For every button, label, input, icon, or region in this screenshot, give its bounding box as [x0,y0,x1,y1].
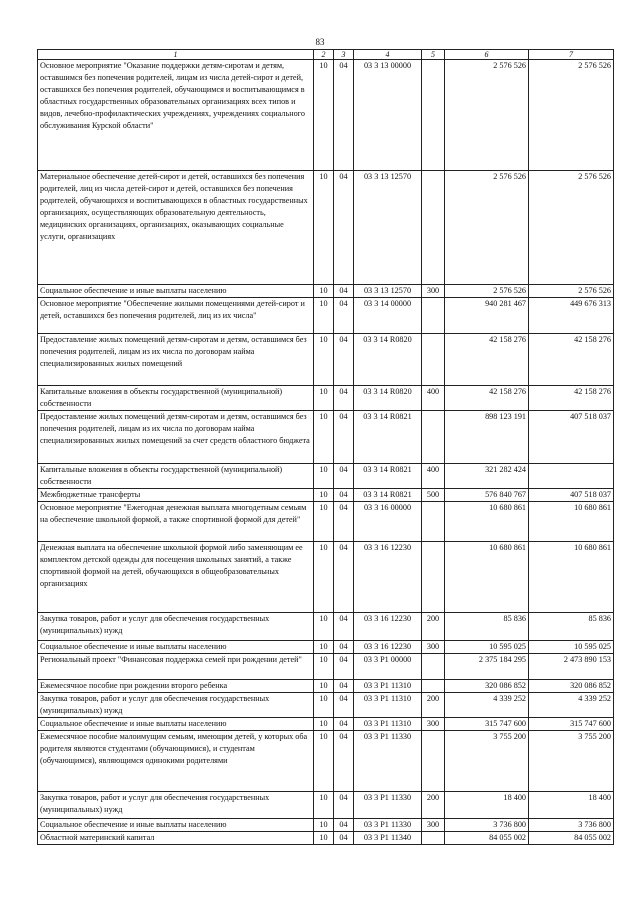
cell-sum1: 320 086 852 [445,680,529,693]
cell-csr: 03 3 14 R0820 [354,334,422,386]
cell-sum2: 18 400 [529,792,614,819]
cell-name: Социальное обеспечение и иные выплаты населению [38,718,314,731]
cell-rz: 10 [314,693,334,718]
table-row [38,386,614,411]
cell-vr: 200 [422,693,445,718]
cell-pr: 04 [334,693,354,718]
cell-sum2: 84 055 002 [529,832,614,845]
column-number: 1 [38,50,314,60]
cell-sum2: 4 339 252 [529,693,614,718]
cell-sum2: 10 595 025 [529,641,614,654]
cell-csr: 03 3 P1 11330 [354,731,422,792]
table-row [38,502,614,542]
cell-rz: 10 [314,298,334,334]
column-number: 4 [354,50,422,60]
cell-pr: 04 [334,654,354,680]
cell-pr: 04 [334,60,354,171]
cell-csr: 03 3 16 12230 [354,542,422,613]
cell-name: Социальное обеспечение и иные выплаты населению [38,641,314,654]
column-number: 3 [334,50,354,60]
cell-pr: 04 [334,489,354,502]
cell-vr [422,411,445,464]
cell-rz: 10 [314,542,334,613]
cell-pr: 04 [334,819,354,832]
cell-csr: 03 3 14 00000 [354,298,422,334]
cell-sum1: 10 680 861 [445,542,529,613]
cell-name: Основное мероприятие "Оказание поддержки детям-сиротам и детям, оставшимся без попечения родителей, лицам из числа детей-сирот и детей, оставшихся без попечения родителей, обучающимся и воспитывающимся в областных государственных образовательных организациях всех типов и видов, лечебно-профилактических учреждениях, учреждениях социального обслуживания Курской области" [38,60,314,171]
cell-sum1: 85 836 [445,613,529,641]
cell-sum1: 4 339 252 [445,693,529,718]
table-row [38,285,614,298]
cell-vr: 400 [422,386,445,411]
table-row [38,298,614,334]
cell-sum1: 18 400 [445,792,529,819]
cell-pr: 04 [334,542,354,613]
cell-pr: 04 [334,792,354,819]
cell-sum1: 321 282 424 [445,464,529,489]
cell-vr [422,832,445,845]
table-row [38,464,614,489]
cell-sum2: 42 158 276 [529,334,614,386]
cell-sum1: 42 158 276 [445,386,529,411]
cell-name: Межбюджетные трансферты [38,489,314,502]
cell-pr: 04 [334,285,354,298]
cell-sum1: 3 755 200 [445,731,529,792]
cell-name: Закупка товаров, работ и услуг для обеспечения государственных (муниципальных) нужд [38,693,314,718]
table-row [38,411,614,464]
cell-rz: 10 [314,718,334,731]
cell-sum2: 449 676 313 [529,298,614,334]
cell-pr: 04 [334,832,354,845]
column-number: 2 [314,50,334,60]
cell-name: Закупка товаров, работ и услуг для обеспечения государственных (муниципальных) нужд [38,613,314,641]
cell-pr: 04 [334,680,354,693]
cell-name: Социальное обеспечение и иные выплаты населению [38,285,314,298]
cell-sum1: 576 840 767 [445,489,529,502]
cell-pr: 04 [334,502,354,542]
cell-name: Региональный проект "Финансовая поддержка семей при рождении детей" [38,654,314,680]
column-number-row [38,50,614,60]
cell-sum2: 320 086 852 [529,680,614,693]
cell-csr: 03 3 P1 11310 [354,693,422,718]
cell-sum2: 2 473 890 153 [529,654,614,680]
cell-name: Основное мероприятие "Ежегодная денежная выплата многодетным семьям на обеспечение школьной формой, а также спортивной формой для детей" [38,502,314,542]
cell-csr: 03 3 16 00000 [354,502,422,542]
cell-sum1: 42 158 276 [445,334,529,386]
table-row [38,60,614,171]
cell-csr: 03 3 P1 11330 [354,819,422,832]
cell-sum2: 10 680 861 [529,502,614,542]
cell-sum2: 407 518 037 [529,411,614,464]
table-row [38,641,614,654]
cell-csr: 03 3 14 R0820 [354,386,422,411]
cell-csr: 03 3 16 12230 [354,613,422,641]
table-row [38,718,614,731]
cell-rz: 10 [314,386,334,411]
cell-csr: 03 3 14 R0821 [354,489,422,502]
cell-pr: 04 [334,411,354,464]
cell-vr [422,334,445,386]
cell-vr [422,654,445,680]
cell-vr: 500 [422,489,445,502]
cell-sum2: 10 680 861 [529,542,614,613]
cell-vr: 200 [422,613,445,641]
table-row [38,654,614,680]
cell-name: Социальное обеспечение и иные выплаты населению [38,819,314,832]
cell-pr: 04 [334,171,354,285]
cell-pr: 04 [334,334,354,386]
cell-vr [422,731,445,792]
cell-csr: 03 3 16 12230 [354,641,422,654]
cell-sum1: 10 680 861 [445,502,529,542]
cell-name: Капитальные вложения в объекты государственной (муниципальной) собственности [38,464,314,489]
cell-rz: 10 [314,654,334,680]
table-row [38,334,614,386]
cell-sum2: 2 576 526 [529,60,614,171]
cell-rz: 10 [314,792,334,819]
cell-sum1: 2 375 184 295 [445,654,529,680]
cell-sum1: 3 736 800 [445,819,529,832]
cell-name: Материальное обеспечение детей-сирот и детей, оставшихся без попечения родителей, лиц из числа детей-сирот и детей, оставшихся без попечения родителей, обучающихся и воспитывающихся в областных государственных организациях, осуществляющих образовательную деятельность, медицинских организациях, организациях, оказывающих социальные услуги, организациях [38,171,314,285]
cell-name: Предоставление жилых помещений детям-сиротам и детям, оставшимся без попечения родителей, лицам из их числа по договорам найма специализированных жилых помещений за счет средств областного бюджета [38,411,314,464]
cell-sum1: 315 747 600 [445,718,529,731]
cell-sum2: 42 158 276 [529,386,614,411]
table-row [38,613,614,641]
cell-name: Ежемесячное пособие малоимущим семьям, имеющим детей, у которых оба родителя являются студентами (обучающимися), и студентам (обучающимся), являющимся одинокими родителями [38,731,314,792]
cell-csr: 03 3 13 00000 [354,60,422,171]
cell-name: Закупка товаров, работ и услуг для обеспечения государственных (муниципальных) нужд [38,792,314,819]
cell-vr [422,171,445,285]
budget-table [37,49,614,845]
cell-sum1: 84 055 002 [445,832,529,845]
cell-name: Областной материнский капитал [38,832,314,845]
cell-csr: 03 3 P1 11310 [354,718,422,731]
cell-rz: 10 [314,334,334,386]
page-number: 83 [315,37,325,47]
cell-csr: 03 3 13 12570 [354,285,422,298]
table-row [38,680,614,693]
cell-csr: 03 3 P1 11340 [354,832,422,845]
cell-sum1: 2 576 526 [445,171,529,285]
table-row [38,693,614,718]
cell-vr: 300 [422,819,445,832]
cell-name: Капитальные вложения в объекты государственной (муниципальной) собственности [38,386,314,411]
cell-vr [422,298,445,334]
cell-sum2: 3 755 200 [529,731,614,792]
cell-sum2: 3 736 800 [529,819,614,832]
table-row [38,542,614,613]
table-row [38,832,614,845]
cell-sum1: 2 576 526 [445,285,529,298]
cell-rz: 10 [314,171,334,285]
cell-vr [422,60,445,171]
cell-csr: 03 3 14 R0821 [354,464,422,489]
cell-vr [422,542,445,613]
cell-pr: 04 [334,464,354,489]
cell-name: Предоставление жилых помещений детям-сиротам и детям, оставшимся без попечения родителей, лицам из их числа по договорам найма специализированных жилых помещений [38,334,314,386]
cell-vr: 400 [422,464,445,489]
cell-vr: 200 [422,792,445,819]
cell-sum1: 898 123 191 [445,411,529,464]
table-row [38,819,614,832]
cell-rz: 10 [314,411,334,464]
cell-csr: 03 3 13 12570 [354,171,422,285]
column-number: 7 [529,50,614,60]
cell-pr: 04 [334,731,354,792]
cell-rz: 10 [314,464,334,489]
cell-name: Ежемесячное пособие при рождении второго ребенка [38,680,314,693]
cell-sum1: 10 595 025 [445,641,529,654]
cell-pr: 04 [334,386,354,411]
cell-rz: 10 [314,680,334,693]
cell-sum1: 2 576 526 [445,60,529,171]
column-number: 6 [445,50,529,60]
cell-sum2 [529,464,614,489]
cell-vr: 300 [422,718,445,731]
cell-pr: 04 [334,613,354,641]
cell-sum2: 2 576 526 [529,171,614,285]
cell-pr: 04 [334,298,354,334]
cell-rz: 10 [314,502,334,542]
cell-vr [422,680,445,693]
cell-sum2: 85 836 [529,613,614,641]
table-row [38,731,614,792]
cell-rz: 10 [314,832,334,845]
cell-sum2: 315 747 600 [529,718,614,731]
cell-pr: 04 [334,718,354,731]
cell-rz: 10 [314,731,334,792]
cell-csr: 03 3 P1 11310 [354,680,422,693]
table-row [38,489,614,502]
cell-rz: 10 [314,285,334,298]
cell-csr: 03 3 P1 11330 [354,792,422,819]
table-row [38,792,614,819]
cell-pr: 04 [334,641,354,654]
cell-rz: 10 [314,60,334,171]
table-row [38,171,614,285]
cell-rz: 10 [314,641,334,654]
cell-csr: 03 3 P1 00000 [354,654,422,680]
cell-sum2: 2 576 526 [529,285,614,298]
cell-vr: 300 [422,285,445,298]
cell-name: Основное мероприятие "Обеспечение жилыми помещениями детей-сирот и детей, оставшихся без попечения родителей, лиц из их числа" [38,298,314,334]
column-number: 5 [422,50,445,60]
cell-rz: 10 [314,613,334,641]
cell-rz: 10 [314,819,334,832]
cell-sum1: 940 281 467 [445,298,529,334]
cell-vr [422,502,445,542]
cell-rz: 10 [314,489,334,502]
cell-name: Денежная выплата на обеспечение школьной формой либо заменяющим ее комплектом детской одежды для посещения школьных занятий, а также спортивной формой на детей, обучающихся в общеобразовательных организациях [38,542,314,613]
cell-vr: 300 [422,641,445,654]
cell-sum2: 407 518 037 [529,489,614,502]
cell-csr: 03 3 14 R0821 [354,411,422,464]
